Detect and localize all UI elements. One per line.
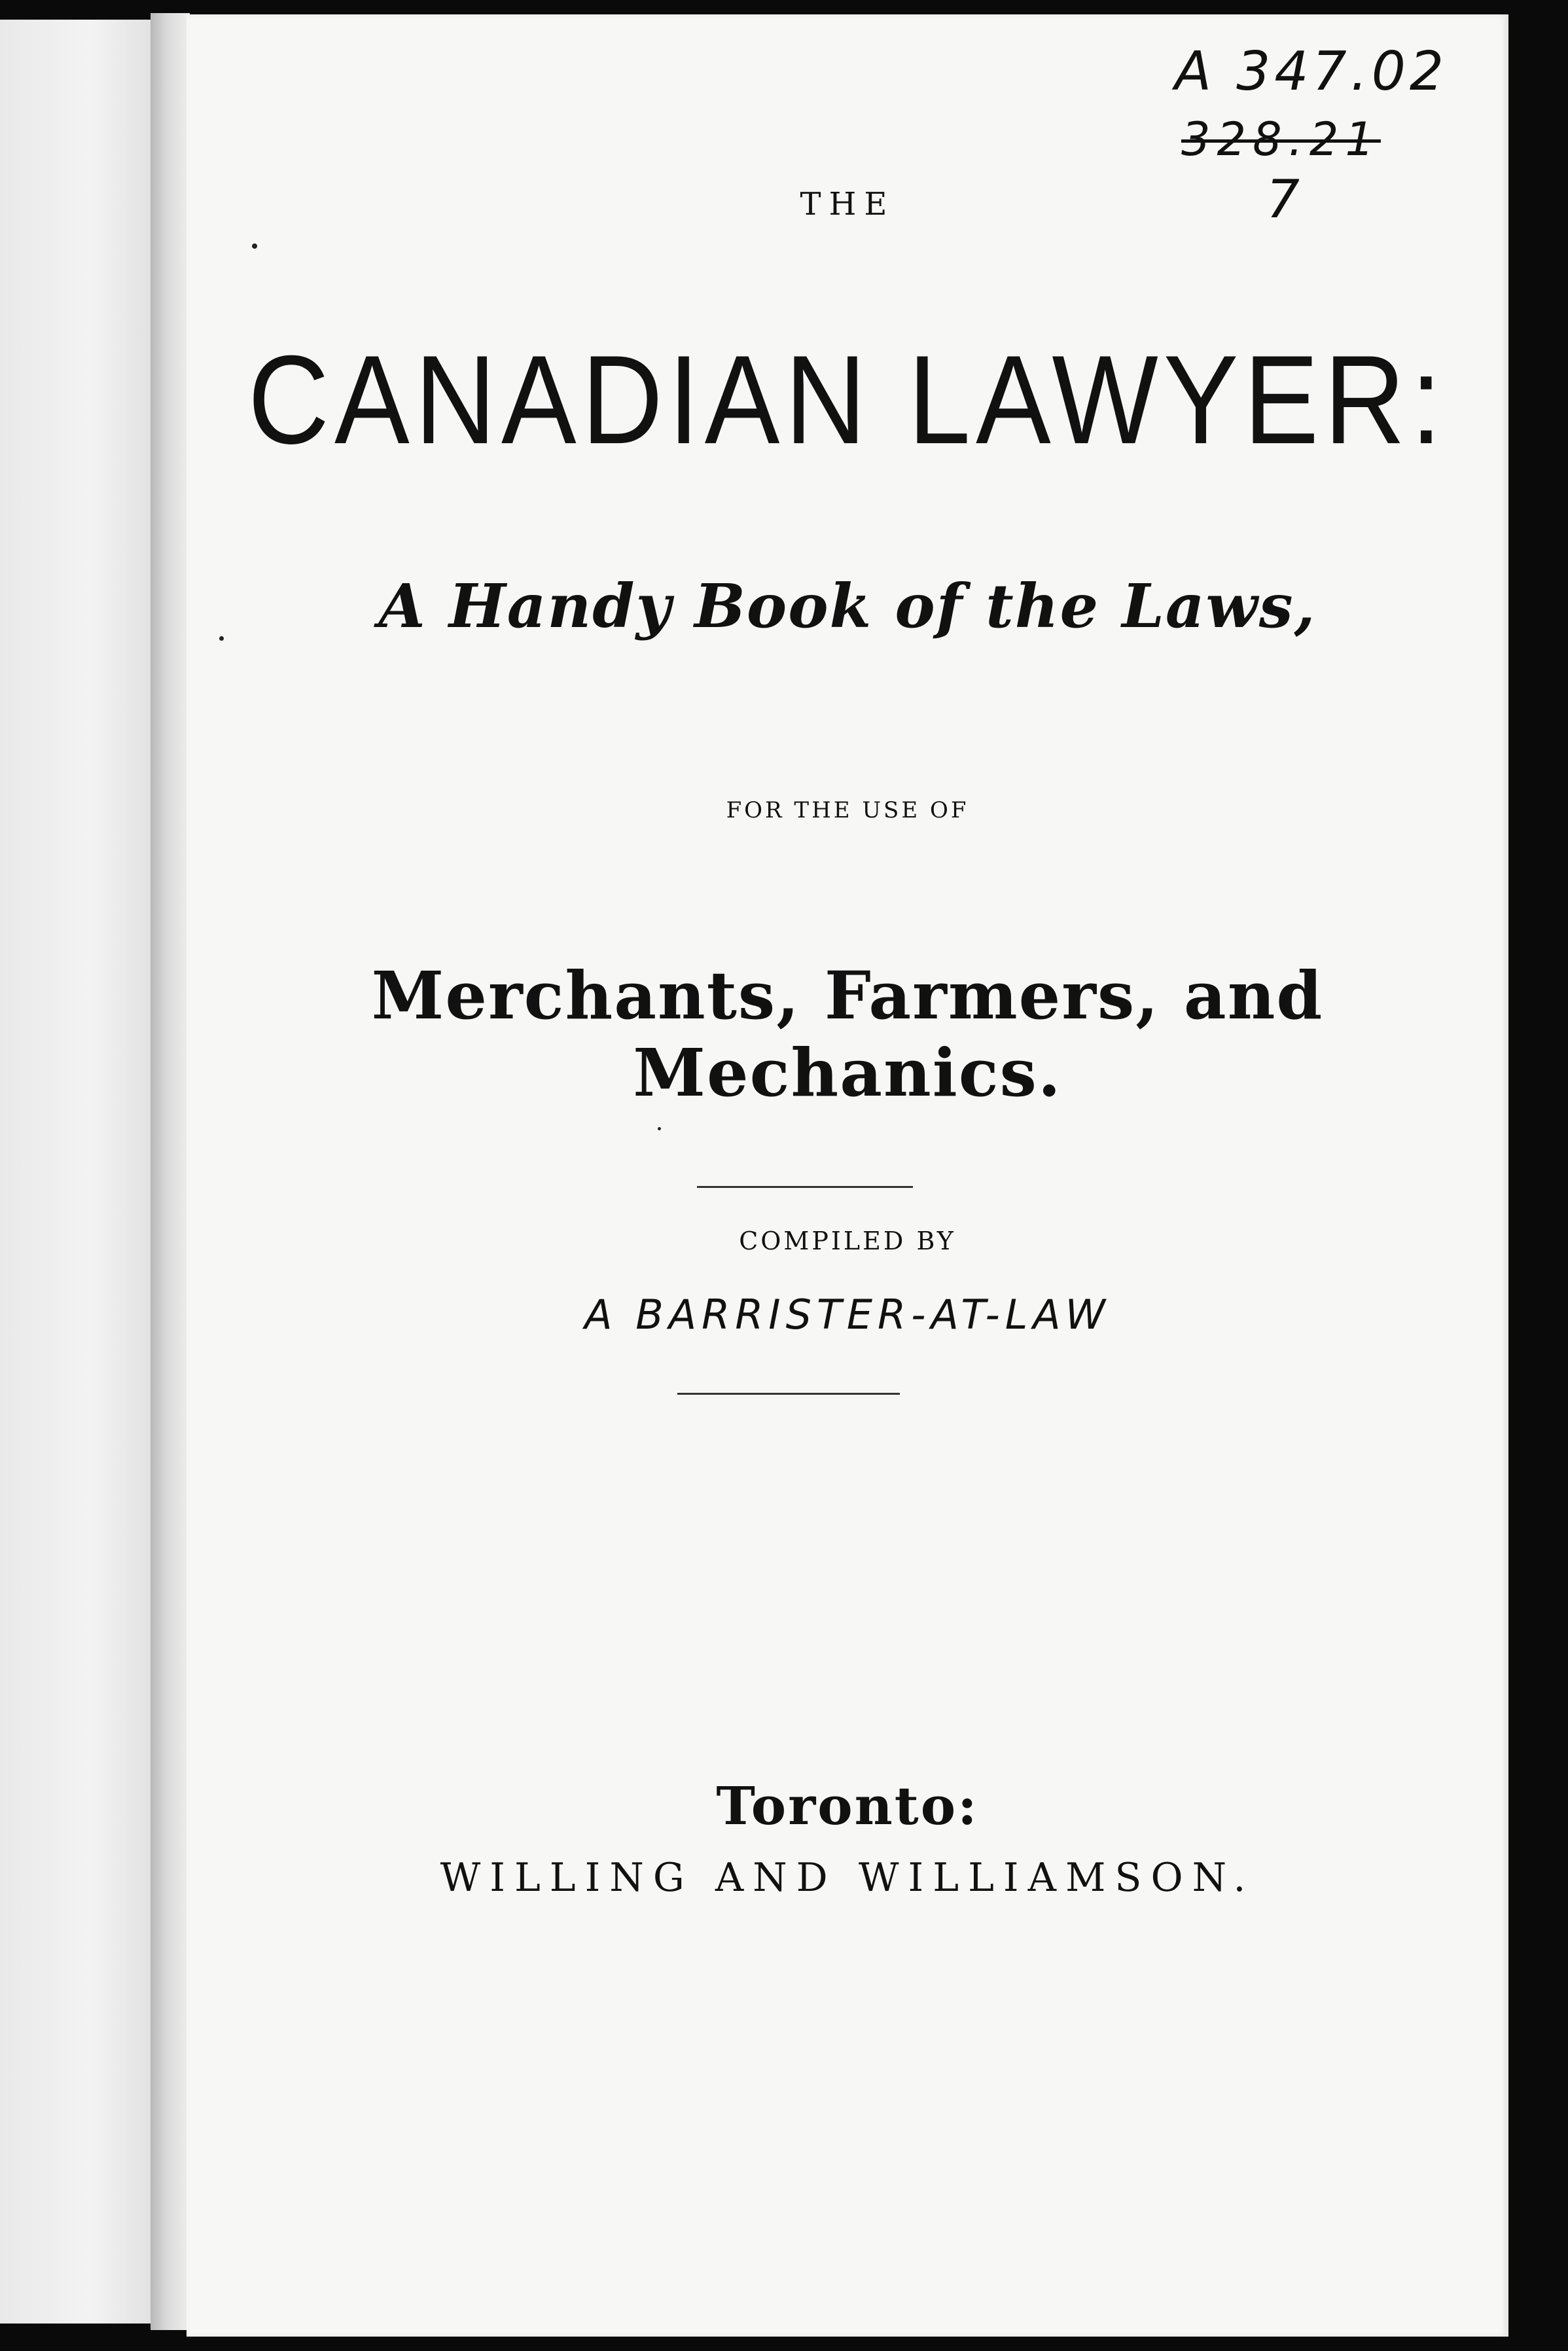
ink-speck — [658, 1127, 661, 1130]
compiled-by-line: COMPILED BY — [739, 1227, 956, 1255]
audience-line: Merchants, Farmers, and Mechanics. — [371, 957, 1324, 1111]
imprint-place: Toronto: — [716, 1775, 979, 1837]
gutter-shadow — [151, 13, 190, 2330]
divider-bottom — [677, 1393, 900, 1395]
shelfmark-mark: 7 — [1266, 169, 1300, 230]
title-article: THE — [800, 186, 895, 223]
title-page — [187, 14, 1508, 2337]
shelfmark-current: A 347.02 — [1175, 41, 1448, 103]
for-use-line: FOR THE USE OF — [726, 797, 969, 823]
left-flyleaf — [0, 20, 151, 2324]
book-title: CANADIAN LAWYER: — [247, 329, 1448, 471]
ink-speck — [252, 243, 257, 249]
shelfmark-old: 328.21 — [1181, 113, 1381, 166]
imprint-publisher: WILLING AND WILLIAMSON. — [440, 1855, 1255, 1901]
author-line: A BARRISTER-AT-LAW — [584, 1291, 1111, 1338]
divider-top — [697, 1186, 913, 1188]
book-subtitle: A Handy Book of the Laws, — [378, 571, 1317, 641]
ink-speck — [219, 636, 224, 641]
scan-edge — [1508, 0, 1568, 2351]
